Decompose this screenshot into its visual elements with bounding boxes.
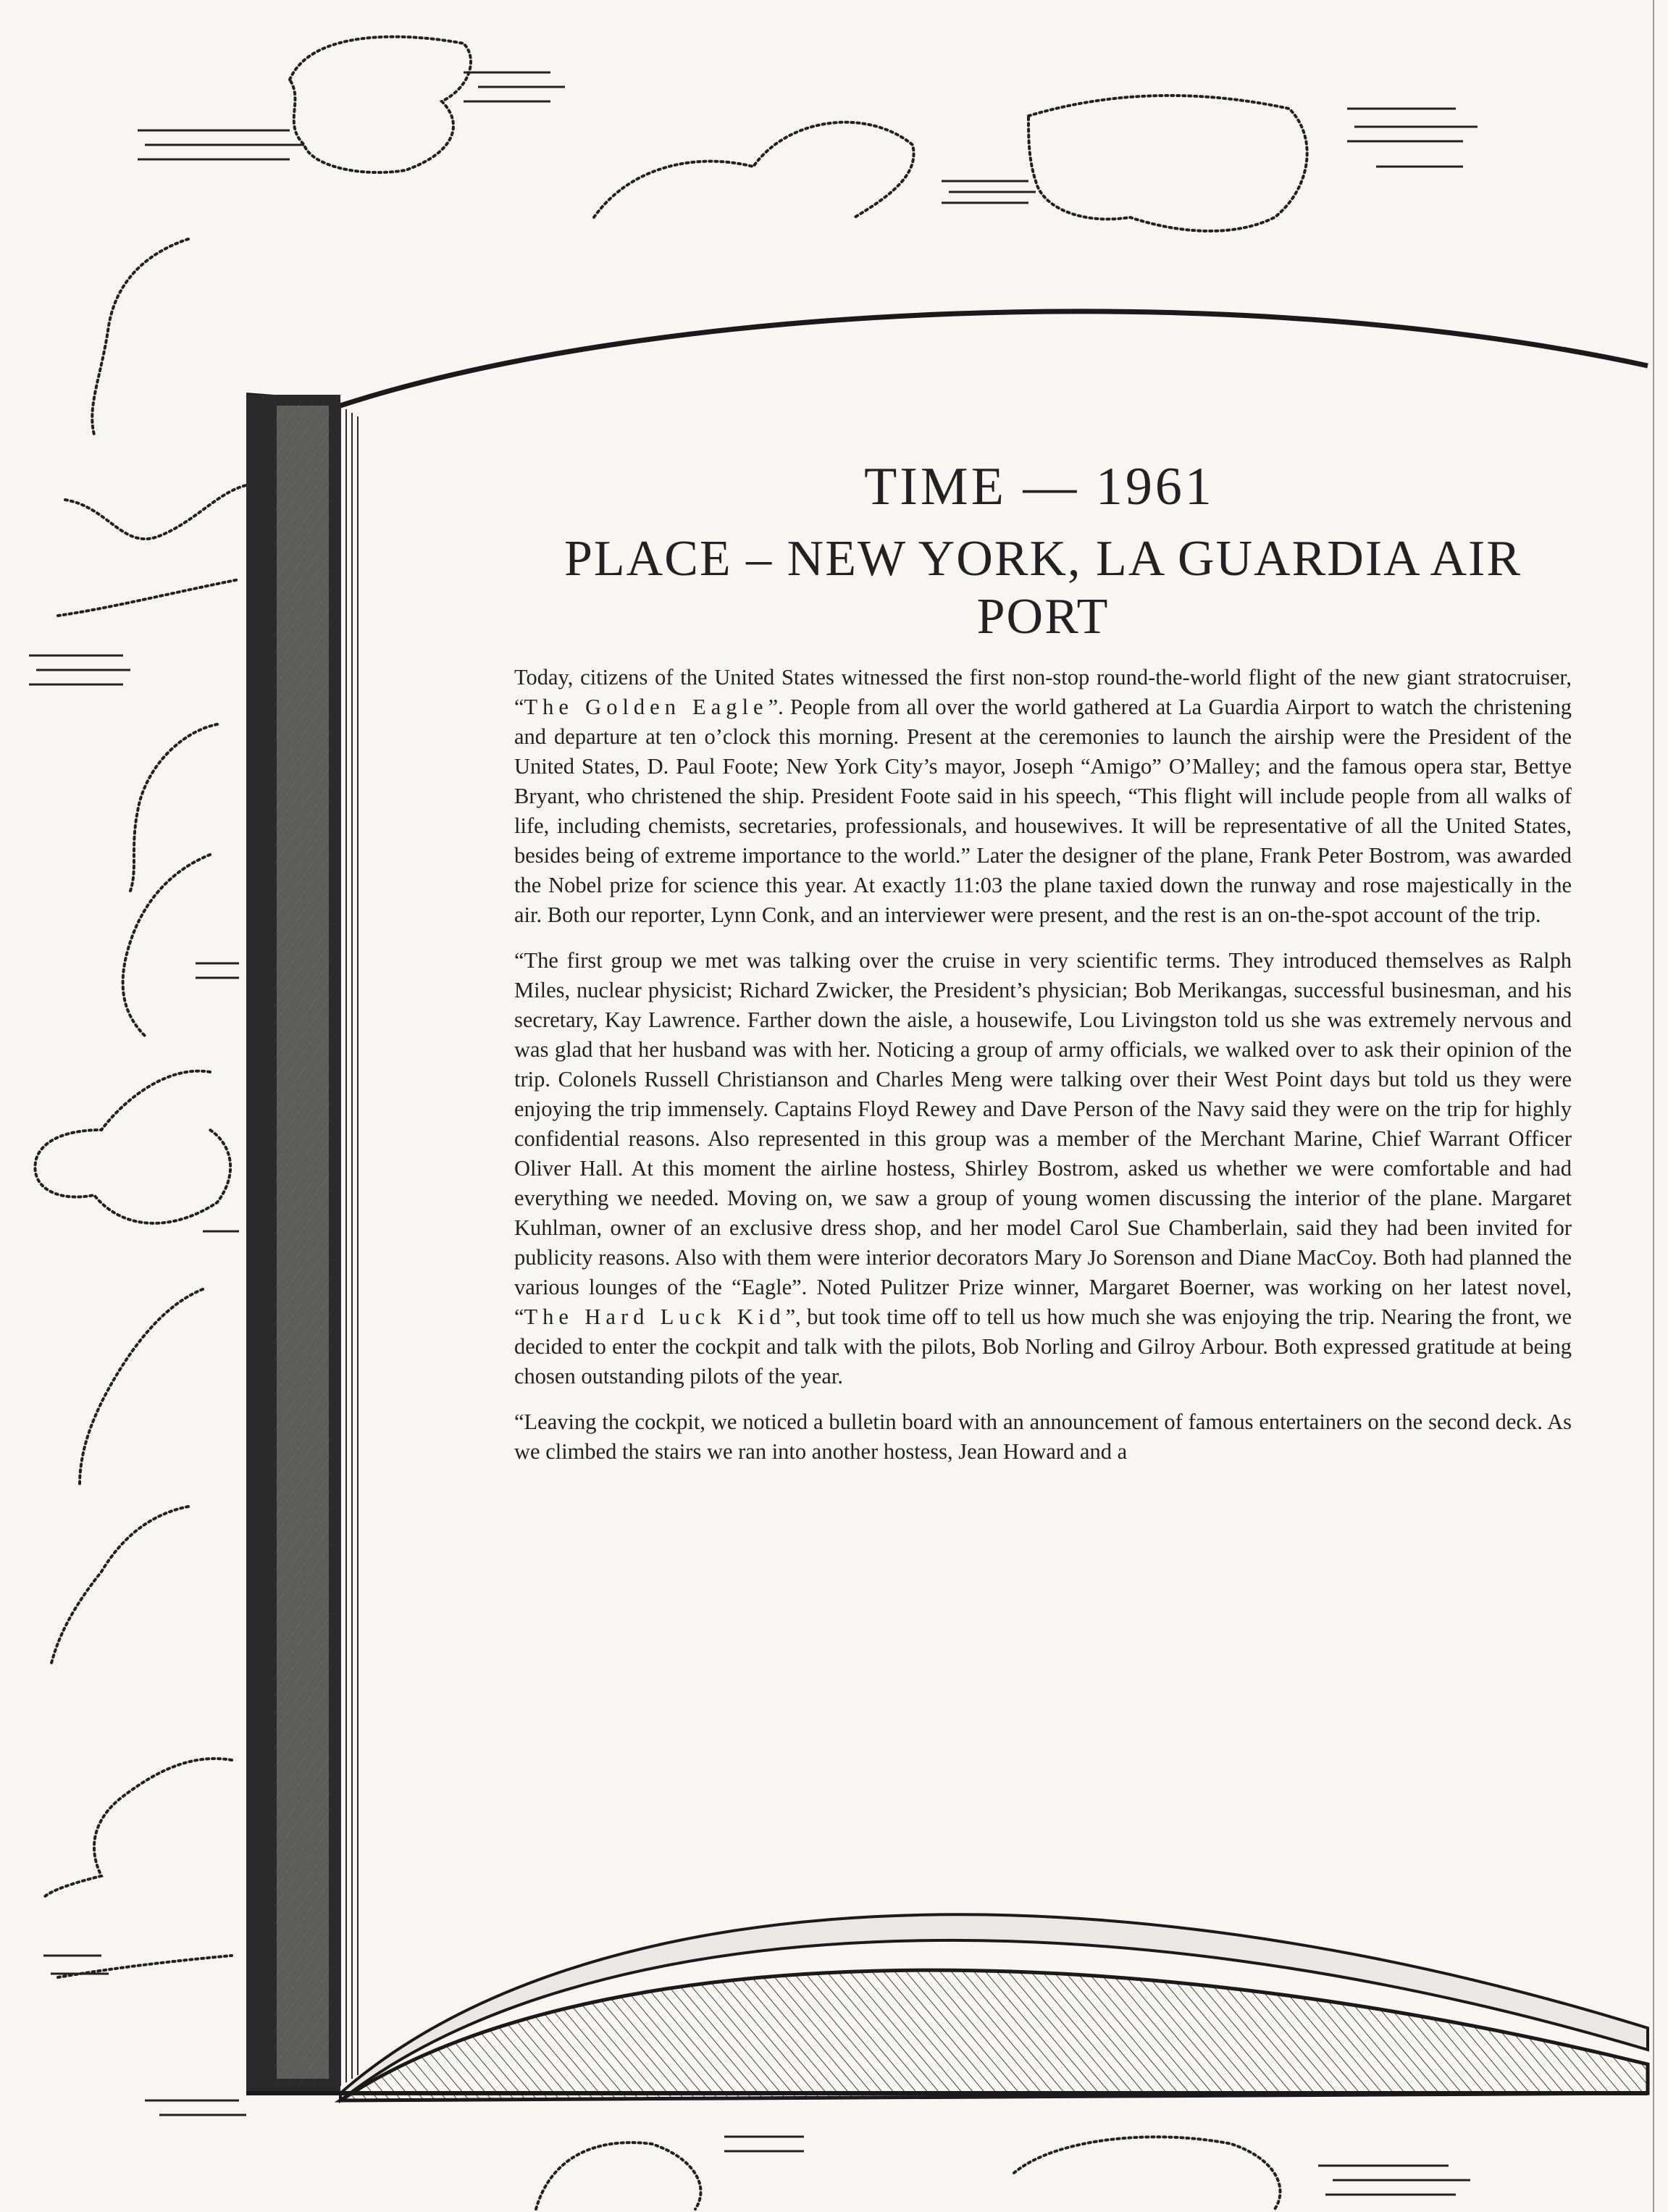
- p2-text-b: ”, but took time off to tell us how much she was enjoying the trip. Nearing the front, we decided to enter the cockpit and talk with the pilots, Bob Norling and Gilroy Arbour. Both expressed gratitude at being chosen outstanding pilots of the year.: [514, 1304, 1572, 1388]
- heading-time: TIME — 1961: [864, 457, 1215, 516]
- article-body: [514, 663, 1572, 1483]
- heading-place: PLACE – NEW YORK, LA GUARDIA AIR PORT: [563, 531, 1522, 645]
- ship-name: The Golden Eagle: [524, 695, 768, 719]
- p1-text-b: ”. People from all over the world gathered at La Guardia Airport to watch the christening and departure at ten o’clock this morning. Present at the ceremonies to launch the airship were the President of the United States, D. Paul Foote; New York City’s mayor, Joseph “Amigo” O’Malley; and the famous opera star, Bettye Bryant, who christened the ship. President Foote said in his speech, “This flight will include people from all walks of life, including chemists, secretaries, professionals, and housewives. It will be representative of all the United States, besides being of extreme importance to the world.” Later the designer of the plane, Frank Peter Bostrom, was awarded the Nobel prize for science this year. At exactly 11:03 the plane taxied down the runway and rose majestically in the air. Both our reporter, Lynn Conk, and an interviewer were present, and the rest is an on-the-spot account of the trip.: [514, 695, 1572, 927]
- p2-text-a: “The first group we met was talking over the cruise in very scientific terms. They introduced themselves as Ralph Miles, nuclear physicist; Richard Zwicker, the President’s physician; Bob Merikangas, successful businesman, and his secretary, Kay Lawrence. Farther down the aisle, a housewife, Lou Livingston told us she was extremely nervous and was glad that her husband was with her. Noticing a group of army officials, we walked over to ask their opinion of the trip. Colonels Russell Christianson and Charles Meng were talking over their West Point days but told us they were enjoying the trip immensely. Captains Floyd Rewey and Dave Person of the Navy said they were on the trip for highly confidential reasons. Also represented in this group was a member of the Merchant Marine, Chief Warrant Officer Oliver Hall. At this moment the airline hostess, Shirley Bostrom, asked us whether we were comfortable and had everything we needed. Moving on, we saw a group of young women discussing the interior of the plane. Margaret Kuhlman, owner of an exclusive dress shop, and her model Carol Sue Chamberlain, said they had been invited for publicity reasons. Also with them were interior decorators Mary Jo Sorenson and Diane MacCoy. Both had planned the various lounges of the “Eagle”. Noted Pulitzer Prize winner, Margaret Boerner, was working on her latest novel, “: [514, 948, 1572, 1329]
- p1-text-a: Today, citizens of the United States witnessed the first non-stop round-the-world flight of the new giant stratocruiser, “: [514, 665, 1572, 719]
- novel-name: The Hard Luck Kid: [524, 1304, 786, 1329]
- book-page-outline: [340, 311, 1648, 406]
- paragraph-3: “Leaving the cockpit, we noticed a bulletin board with an announcement of famous entertainers on the second deck. As we climbed the stairs we ran into another hostess, Jean Howard and a: [514, 1409, 1572, 1464]
- paragraph-2: [514, 946, 1572, 1391]
- paragraph-1: [514, 663, 1572, 930]
